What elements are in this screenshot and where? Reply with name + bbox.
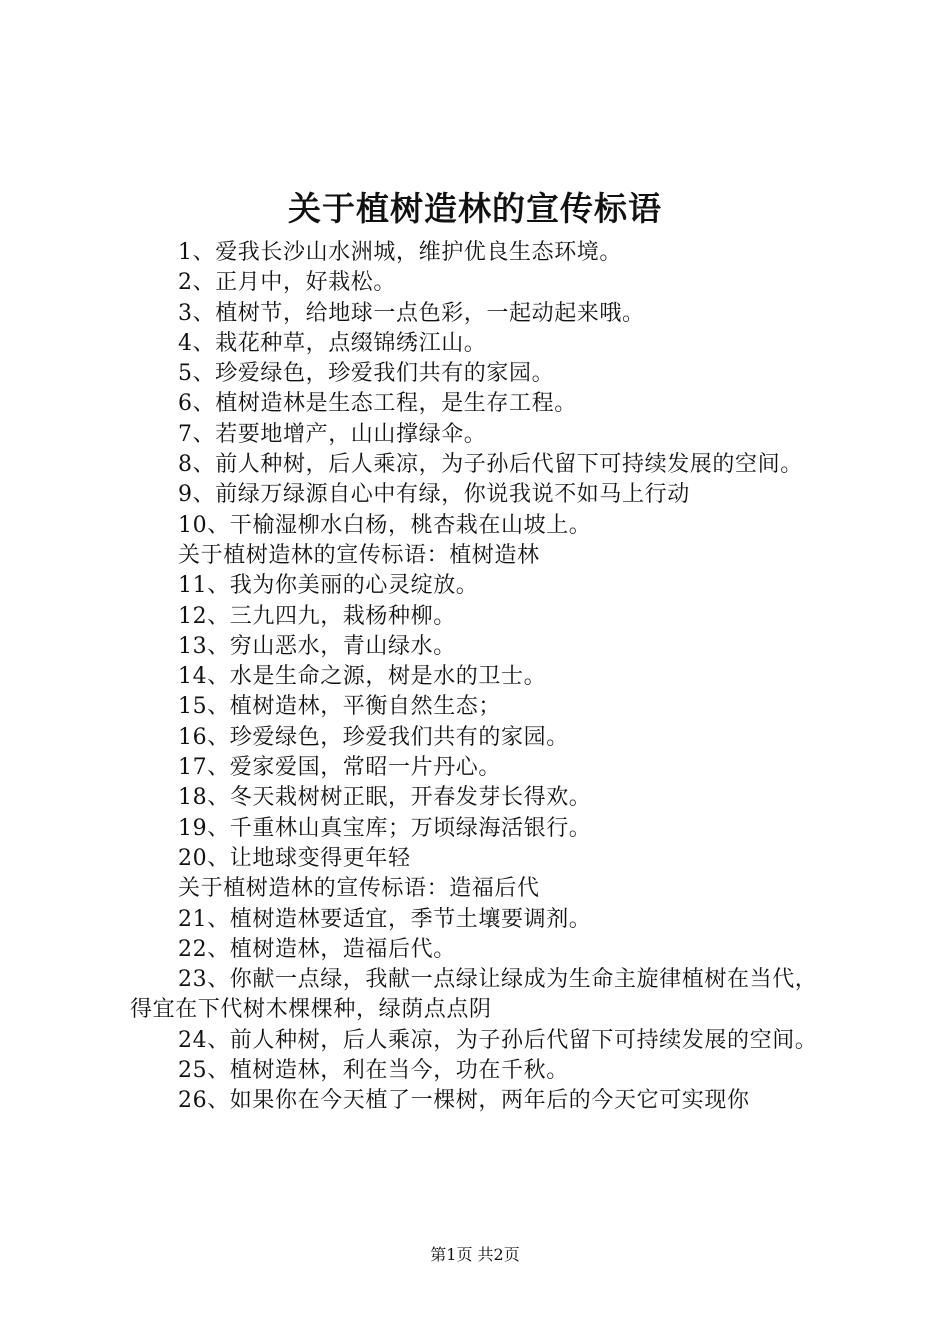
paragraph: 1、爱我长沙山水洲城，维护优良生态环境。 [178, 240, 622, 265]
paragraph: 8、前人种树，后人乘凉，为子孙后代留下可持续发展的空间。 [178, 452, 803, 478]
paragraph: 6、植树造林是生态工程，是生存工程。 [178, 391, 577, 417]
paragraph: 21、植树造林要适宜，季节土壤要调剂。 [178, 906, 592, 932]
paragraph: 11、我为你美丽的心灵绽放。 [178, 573, 479, 599]
paragraph: 10、干榆湿柳水白杨，桃杏栽在山坡上。 [178, 512, 592, 538]
paragraph: 19、千重林山真宝库；万顷绿海活银行。 [178, 815, 592, 841]
paragraph: 25、植树造林，利在当今，功在千秋。 [178, 1058, 569, 1084]
paragraph: 20、让地球变得更年轻 [178, 845, 411, 871]
paragraph: 5、珍爱绿色，珍爱我们共有的家园。 [178, 361, 555, 387]
paragraph: 7、若要地增产，山山撑绿伞。 [178, 421, 487, 447]
paragraph: 14、水是生命之源，树是水的卫士。 [178, 664, 547, 690]
paragraph: 2、正月中，好栽松。 [178, 270, 396, 296]
paragraph: 17、爱家爱国，常昭一片丹心。 [178, 755, 501, 781]
paragraph: 23、你献一点绿，我献一点绿让绿成为生命主旋律植树在当代，得宜在下代树木棵棵种，绿荫点点阴 [130, 967, 818, 1023]
paragraph: 26、如果你在今天植了一棵树，两年后的今天它可实现你 [178, 1088, 750, 1114]
paragraph: 9、前绿万绿源自心中有绿，你说我说不如马上行动 [178, 482, 690, 508]
paragraph: 4、栽花种草，点缀锦绣江山。 [178, 330, 487, 356]
paragraph: 18、冬天栽树树正眠，开春发芽长得欢。 [178, 785, 592, 811]
document-title: 关于植树造林的宣传标语 [288, 189, 662, 228]
paragraph: 13、穷山恶水，青山绿水。 [178, 633, 456, 659]
paragraph: 24、前人种树，后人乘凉，为子孙后代留下可持续发展的空间。 [178, 1027, 818, 1053]
document-body [130, 238, 835, 1117]
paragraph: 16、珍爱绿色，珍爱我们共有的家园。 [178, 724, 569, 750]
section-heading: 关于植树造林的宣传标语：植树造林 [178, 542, 540, 568]
paragraph: 15、植树造林，平衡自然生态； [178, 694, 501, 720]
paragraph: 12、三九四九，栽杨种柳。 [178, 603, 456, 629]
page-footer: 第1页 共2页 [430, 1245, 520, 1264]
paragraph: 3、植树节，给地球一点色彩，一起动起来哦。 [178, 300, 645, 326]
paragraph: 22、植树造林，造福后代。 [178, 936, 456, 962]
section-heading: 关于植树造林的宣传标语：造福后代 [178, 876, 540, 902]
